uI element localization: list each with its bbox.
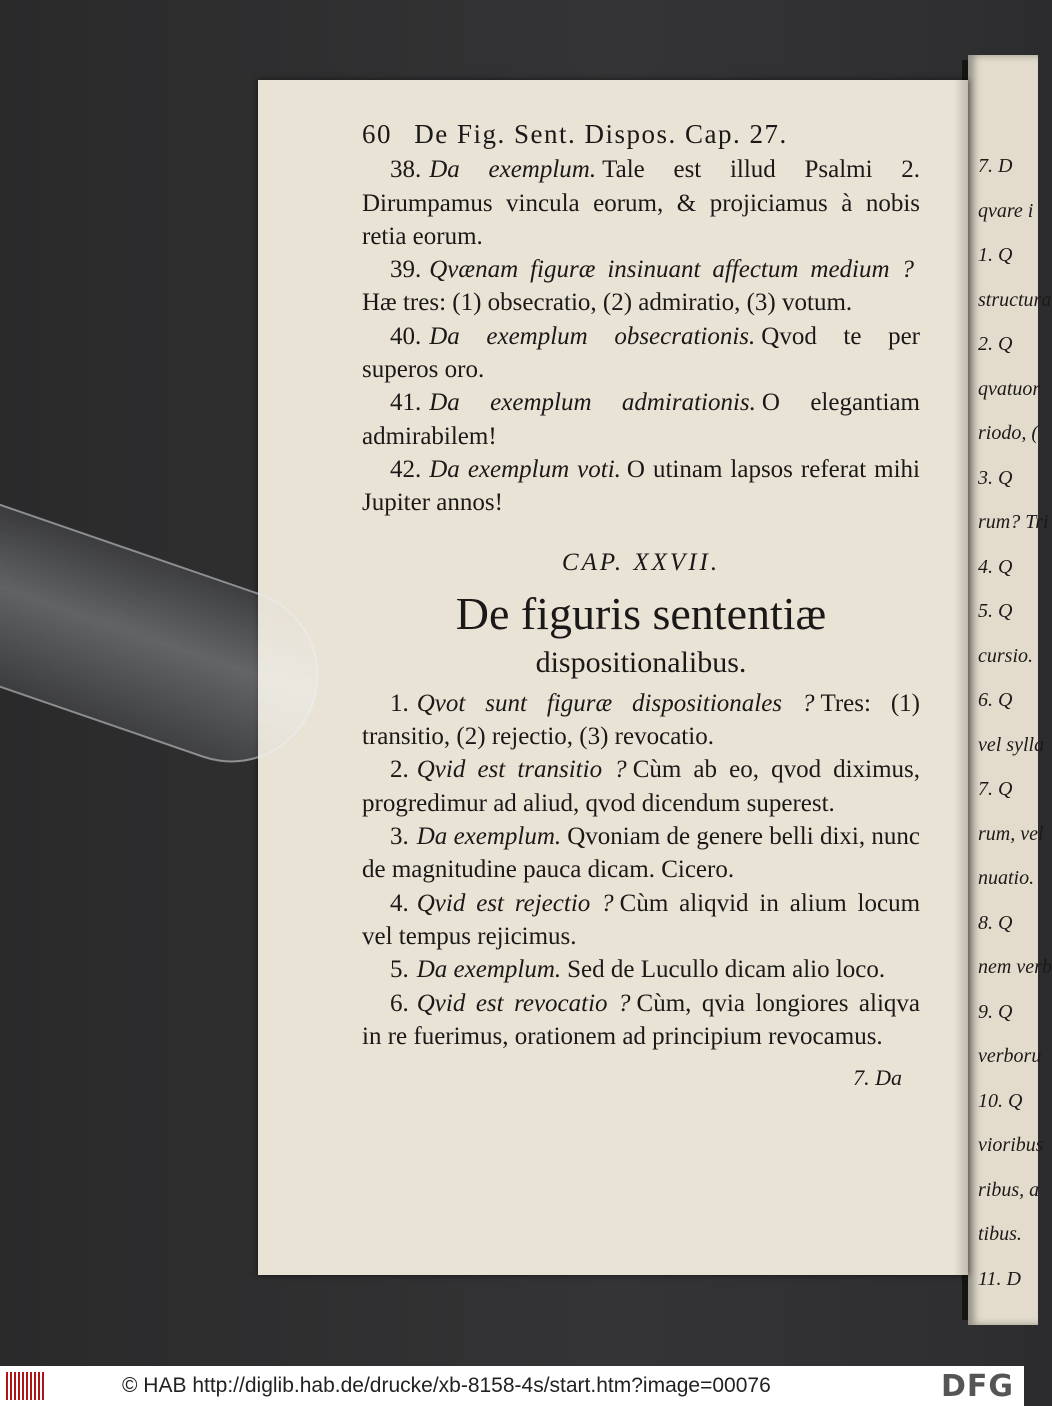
- facing-page-fragment: vel sylla: [978, 733, 1045, 756]
- numbered-paragraph: [362, 953, 920, 986]
- facing-page-fragment: 1. Q: [978, 244, 1013, 266]
- facing-page-fragment: ribus, a: [978, 1178, 1040, 1201]
- facing-page-fragment: 5. Q: [978, 600, 1013, 622]
- facing-page-fragment: 10. Q: [978, 1089, 1023, 1112]
- facing-page-fragment: nem verb: [978, 956, 1052, 978]
- chapter-subtitle: dispositionalibus.: [535, 645, 747, 679]
- paragraph-answer: Qvod te per superos oro.: [362, 322, 920, 384]
- numbered-paragraph: [362, 987, 920, 1054]
- facing-page-fragment: 4. Q: [978, 555, 1013, 578]
- dfg-logo: DFG: [940, 1368, 1014, 1404]
- paragraphs-top: [362, 153, 920, 519]
- footer-credit-link[interactable]: © HAB http://diglib.hab.de/drucke/xb-8158-4s/start.htm?image=00076: [122, 1374, 771, 1397]
- paragraph-answer: O utinam lapsos referat mihi Jupiter annos!: [362, 455, 920, 517]
- numbered-paragraph: [362, 687, 920, 754]
- facing-page-fragment: 8. Q: [978, 911, 1013, 934]
- paragraph-answer: Tres: (1) transitio, (2) rejectio, (3) revocatio.: [362, 689, 920, 751]
- numbered-paragraph: [362, 820, 920, 887]
- numbered-paragraph: [362, 253, 920, 320]
- chapter-label: CAP. XXVII.: [561, 548, 721, 576]
- paragraph-question: Da exemplum.: [429, 156, 597, 184]
- paragraph-answer: Sed de Lucullo dicam alio loco.: [567, 956, 886, 984]
- facing-page-fragment: nuatio.: [978, 867, 1035, 889]
- paragraph-answer: Hæ tres: (1) obsecratio, (2) admiratio, (3) votum.: [362, 289, 853, 317]
- paragraph-question: Qvid est rejectio ?: [416, 889, 614, 917]
- paragraph-number: 6.: [390, 989, 409, 1017]
- footer-bar: [0, 1366, 1024, 1406]
- page-text: [362, 118, 920, 1094]
- running-head: [362, 118, 920, 151]
- paragraph-answer: Qvoniam de genere belli dixi, nunc de magnitudine pauca dicam. Cicero.: [362, 823, 920, 884]
- paragraph-question: Da exemplum admirationis.: [429, 389, 756, 417]
- facing-page-fragment: rum? Tri: [978, 511, 1049, 533]
- facing-page-fragment: qvare i: [978, 199, 1034, 222]
- paragraph-answer: Cùm, qvia longiores aliqva in re fuerimus, orationem ad principium revocamus.: [362, 989, 920, 1050]
- paragraph-answer: Tale est illud Psalmi 2. Dirumpamus vincula eorum, & projiciamus à nobis retia eorum.: [362, 156, 920, 250]
- numbered-paragraph: [362, 320, 920, 387]
- facing-page: [968, 55, 1052, 1325]
- facing-page-fragment: structura: [978, 288, 1052, 311]
- numbered-paragraph: [362, 153, 920, 253]
- facing-page-fragment: tibus.: [978, 1223, 1022, 1245]
- page-number: 60: [362, 119, 392, 149]
- facing-page-fragment: cursio.: [978, 644, 1033, 667]
- paragraph-question: Da exemplum obsecrationis.: [429, 322, 756, 350]
- paragraph-number: 41.: [390, 389, 422, 417]
- numbered-paragraph: [362, 753, 920, 820]
- paragraph-question: Da exemplum.: [416, 823, 562, 851]
- paragraph-number: 2.: [390, 756, 409, 784]
- running-title: De Fig. Sent. Dispos. Cap. 27.: [414, 119, 788, 149]
- paragraphs-bottom: [362, 687, 920, 1053]
- paragraph-question: Qvænam figuræ insinuant affectum medium ?: [429, 256, 914, 284]
- paragraph-question: Qvid est transitio ?: [416, 756, 627, 784]
- facing-page-fragment: 2. Q: [978, 333, 1013, 355]
- paragraph-question: Da exemplum.: [416, 956, 562, 984]
- facing-page-fragment: 6. Q: [978, 689, 1013, 711]
- hab-logo-icon: [6, 1372, 48, 1400]
- paragraph-answer: Cùm ab eo, qvod diximus, progredimur ad aliud, qvod dicendum superest.: [362, 756, 920, 817]
- paragraph-number: 39.: [390, 256, 422, 284]
- facing-page-fragment: 7. D: [978, 155, 1013, 177]
- paragraph-answer: Cùm aliqvid in alium locum vel tempus rejicimus.: [362, 889, 921, 950]
- facing-page-fragment: 9. Q: [978, 1000, 1013, 1023]
- paragraph-number: 4.: [390, 889, 409, 917]
- paragraph-question: Da exemplum voti.: [429, 455, 621, 483]
- facing-page-fragment: qvatuor: [978, 377, 1041, 400]
- facing-page-fragment: 11. D: [978, 1267, 1021, 1290]
- facing-page-fragment: 7. Q: [978, 778, 1013, 800]
- paragraph-question: Qvid est revocatio ?: [416, 989, 631, 1017]
- catchword: 7. Da: [853, 1065, 902, 1091]
- numbered-paragraph: [362, 887, 920, 954]
- paragraph-answer: O elegantiam admirabilem!: [362, 389, 920, 450]
- paragraph-number: 5.: [390, 956, 409, 984]
- paragraph-number: 3.: [390, 823, 409, 851]
- numbered-paragraph: [362, 453, 920, 520]
- numbered-paragraph: [362, 386, 920, 453]
- facing-page-fragment: riodo, (: [978, 422, 1038, 444]
- paragraph-number: 40.: [390, 322, 422, 350]
- paragraph-number: 1.: [390, 689, 409, 717]
- paragraph-number: 42.: [390, 455, 422, 483]
- facing-page-fragment: rum, vel: [978, 822, 1044, 845]
- chapter-title: De figuris sententiæ: [455, 587, 827, 639]
- paragraph-number: 38.: [390, 156, 422, 184]
- facing-page-fragment: 3. Q: [978, 466, 1013, 489]
- facing-page-fragment: vioribus: [978, 1134, 1044, 1156]
- facing-page-fragment: verboru: [978, 1045, 1042, 1067]
- paragraph-question: Qvot sunt figuræ dispositionales ?: [416, 689, 815, 717]
